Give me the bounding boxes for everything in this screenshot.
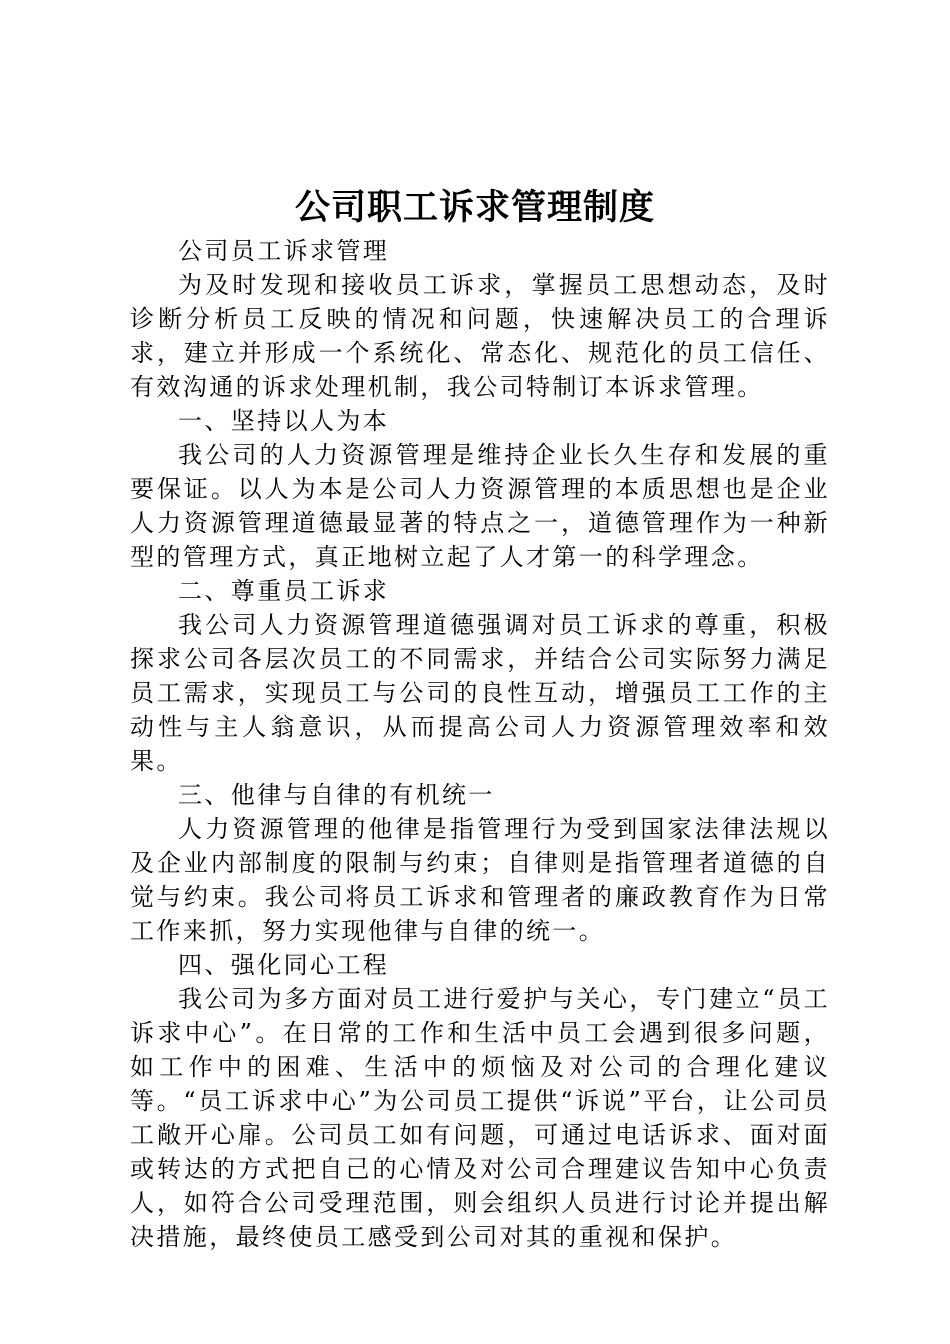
section-paragraph-1: 我公司的人力资源管理是维持企业长久生存和发展的重要保证。以人为本是公司人力资源管理的本质思想也是企业人力资源管理道德最显著的特点之一，道德管理作为一种新型的管理方式，真正地树立起了人才第一的科学理念。 xyxy=(130,441,830,571)
section-paragraph-4: 我公司为多方面对员工进行爱护与关心，专门建立“员工诉求中心”。在日常的工作和生活中员工会遇到很多问题，如工作中的困难、生活中的烦恼及对公司的合理化建议等。“员工诉求中心”为公司员工提供“诉说”平台，让公司员工敞开心扉。公司员工如有问题，可通过电话诉求、面对面或转达的方式把自己的心情及对公司合理建议告知中心负责人，如符合公司受理范围，则会组织人员进行讨论并提出解决措施，最终使员工感受到公司对其的重视和保护。 xyxy=(130,985,830,1251)
subtitle-paragraph: 公司员工诉求管理 xyxy=(178,237,390,265)
section-heading-4: 四、强化同心工程 xyxy=(178,951,390,979)
section-paragraph-3: 人力资源管理的他律是指管理行为受到国家法律法规以及企业内部制度的限制与约束；自律则是指管理者道德的自觉与约束。我公司将员工诉求和管理者的廉政教育作为日常工作来抓，努力实现他律与自律的统一。 xyxy=(130,815,830,945)
section-heading-2: 二、尊重员工诉求 xyxy=(178,577,390,605)
document-body xyxy=(130,234,830,1254)
section-paragraph-2: 我公司人力资源管理道德强调对员工诉求的尊重，积极探求公司各层次员工的不同需求，并结合公司实际努力满足员工需求，实现员工与公司的良性互动，增强员工工作的主动性与主人翁意识，从而提高公司人力资源管理效率和效果。 xyxy=(130,611,830,775)
section-heading-1: 一、坚持以人为本 xyxy=(178,407,390,435)
section-heading-3: 三、他律与自律的有机统一 xyxy=(178,781,495,809)
document-title: 公司职工诉求管理制度 xyxy=(294,188,655,228)
intro-paragraph: 为及时发现和接收员工诉求，掌握员工思想动态，及时诊断分析员工反映的情况和问题，快速解决员工的合理诉求，建立并形成一个系统化、常态化、规范化的员工信任、有效沟通的诉求处理机制，我公司特制订本诉求管理。 xyxy=(130,271,830,401)
